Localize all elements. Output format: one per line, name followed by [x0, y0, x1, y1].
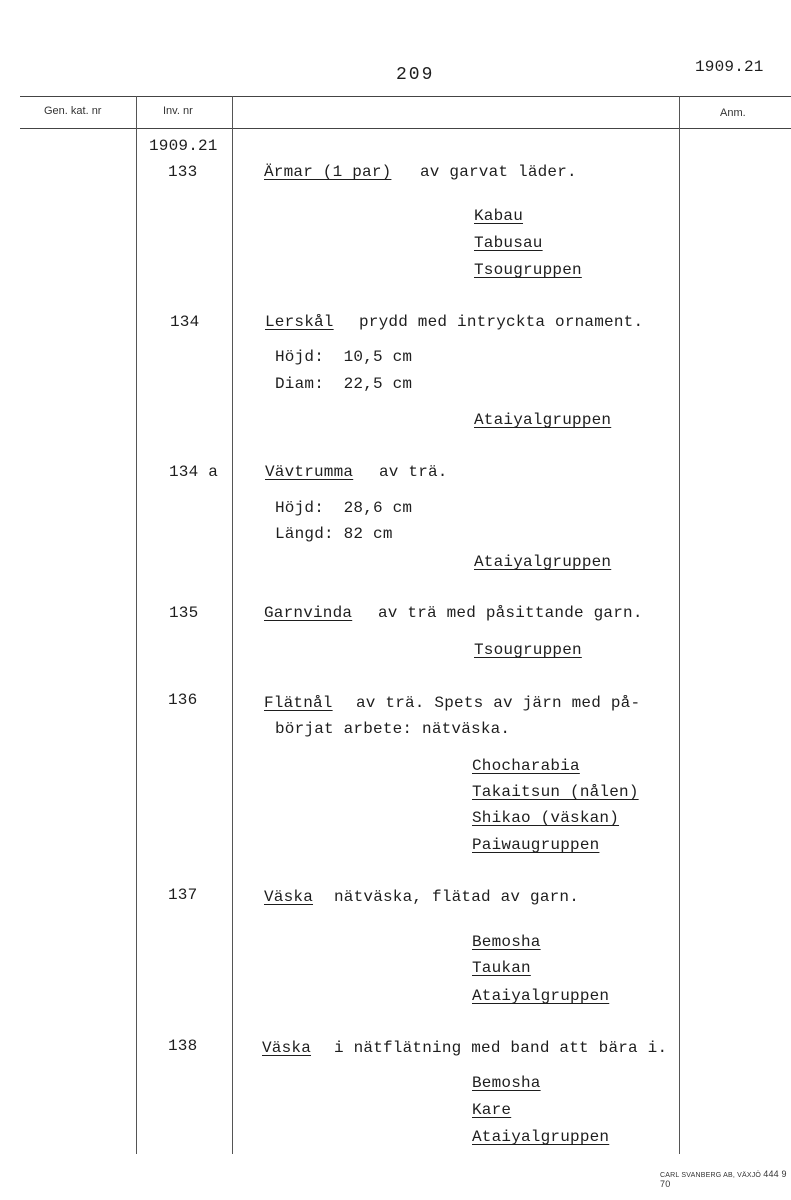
column-divider-gen-inv: [136, 96, 137, 1154]
origin-line: Taukan: [472, 959, 531, 977]
inv-number: 136: [168, 691, 198, 709]
inv-number: 135: [169, 604, 199, 622]
printer-imprint: [660, 1169, 791, 1189]
dimension-line: Diam: 22,5 cm: [275, 375, 413, 393]
item-description: av trä med påsittande garn.: [378, 604, 643, 622]
item-description: prydd med intryckta ornament.: [359, 313, 644, 331]
page-number: 209: [396, 65, 435, 85]
column-header-inv: Inv. nr: [163, 105, 193, 117]
header-date: 1909.21: [695, 58, 764, 76]
origin-line: Kabau: [474, 207, 524, 225]
item-title: Vävtrumma: [265, 463, 354, 481]
inv-date: 1909.21: [149, 137, 218, 155]
column-header-gen-kat: Gen. kat. nr: [44, 105, 102, 117]
item-description: av garvat läder.: [420, 163, 577, 181]
origin-line: Bemosha: [472, 933, 541, 951]
item-description: av trä.: [379, 463, 448, 481]
item-description: nätväska, flätad av garn.: [334, 888, 580, 906]
origin-line: Shikao (väskan): [472, 809, 620, 827]
origin-line: Takaitsun (nålen): [472, 783, 639, 801]
form-code: 444 9 70: [660, 1169, 787, 1189]
origin-line: Tsougruppen: [474, 261, 582, 279]
item-title: Lerskål: [265, 313, 334, 331]
item-title: Väska: [262, 1039, 312, 1057]
item-title: Ärmar (1 par): [264, 163, 392, 181]
origin-line: Chocharabia: [472, 757, 580, 775]
inv-number: 134: [170, 313, 200, 331]
dimension-line: Längd: 82 cm: [275, 525, 393, 543]
item-description-continued: börjat arbete: nätväska.: [275, 720, 511, 738]
inv-number: 137: [168, 886, 198, 904]
origin-line: Ataiyalgruppen: [474, 553, 612, 571]
item-title: Garnvinda: [264, 604, 353, 622]
item-description: i nätflätning med band att bära i.: [334, 1039, 668, 1057]
inv-number: 134 a: [169, 463, 219, 481]
origin-line: Ataiyalgruppen: [474, 411, 612, 429]
printer-name: CARL SVANBERG AB, VÄXJÖ: [660, 1172, 762, 1179]
column-header-anm: Anm.: [720, 107, 746, 119]
origin-line: Bemosha: [472, 1074, 541, 1092]
dimension-line: Höjd: 28,6 cm: [275, 499, 413, 517]
item-title: Väska: [264, 888, 314, 906]
item-title: Flätnål: [264, 694, 333, 712]
origin-line: Tsougruppen: [474, 641, 582, 659]
item-description: av trä. Spets av järn med på-: [356, 694, 641, 712]
inv-number: 133: [168, 163, 198, 181]
dimension-line: Höjd: 10,5 cm: [275, 348, 413, 366]
column-divider-desc-anm: [679, 96, 680, 1154]
origin-line: Paiwaugruppen: [472, 836, 600, 854]
origin-line: Ataiyalgruppen: [472, 1128, 610, 1146]
inv-number: 138: [168, 1037, 198, 1055]
origin-line: Tabusau: [474, 234, 543, 252]
origin-line: Ataiyalgruppen: [472, 987, 610, 1005]
origin-line: Kare: [472, 1101, 512, 1119]
column-divider-inv-desc: [232, 96, 233, 1154]
